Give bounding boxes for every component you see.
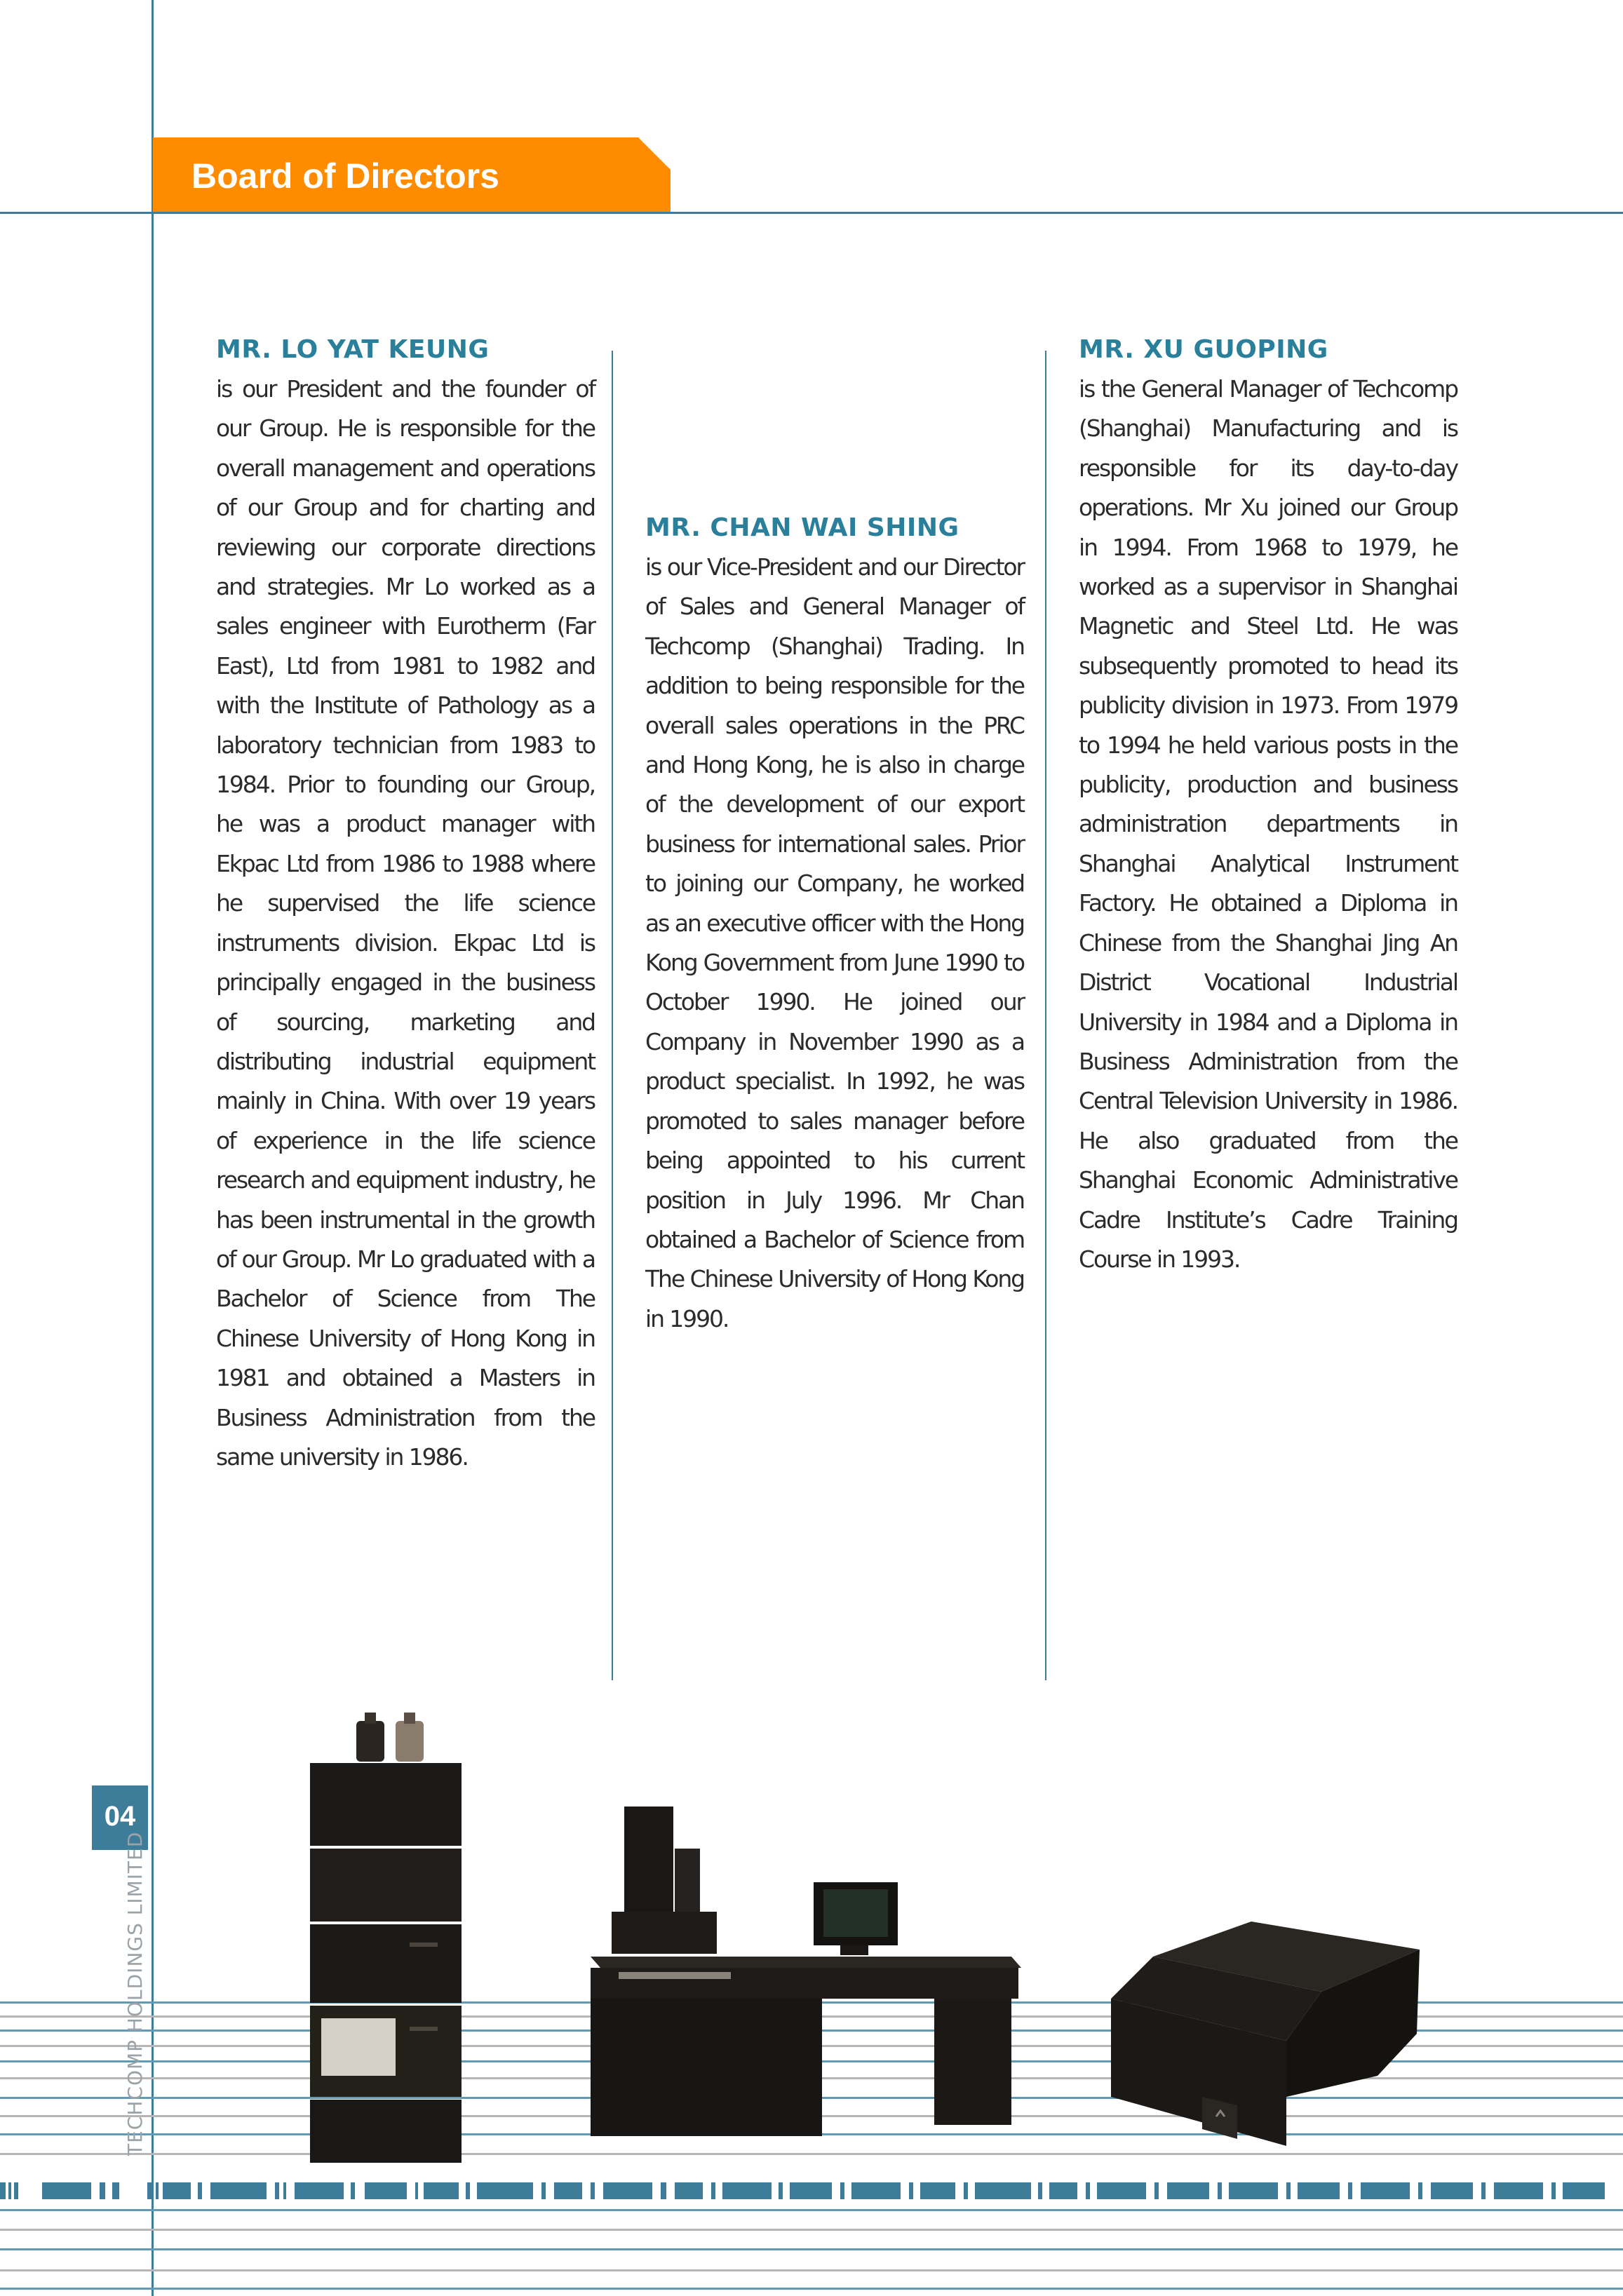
director-bio: is our Vice-President and our Director of Sales and General Manager of Techcomp (Shanghai) Trading. In addition to being responsible for the overall sales operations in the PRC and Hong Kong, he is also in charge of the development of our export business for international sales. Prior to joining our Company, he worked as an executive officer with the Hong Kong Government from June 1990 to October 1990. He joined our Company in November 1990 as a product specialist. In 1992, he was promoted to sales manager before being appointed to his current position in July 1996. Mr Chan obtained a Bachelor of Science from The Chinese University of Hong Kong in 1990. <box>645 553 1024 1332</box>
footer-stripe <box>0 2288 1623 2290</box>
page-number: 04 <box>104 1801 136 1832</box>
barcode-band <box>0 2182 1623 2199</box>
page-title: Board of Directors <box>191 156 499 196</box>
director-lo <box>216 335 595 1477</box>
footer-stripe <box>0 2209 1623 2211</box>
director-name: MR. LO YAT KEUNG <box>216 335 490 364</box>
footer-stripe <box>0 2248 1623 2250</box>
company-name: TECHCOMP HOLDINGS LIMITED <box>123 1831 147 2156</box>
director-bio: is our President and the founder of our Group. He is responsible for the overall management and operations of our Group and for charting and reviewing our corporate directions and strategies. Mr Lo worked as a sales engineer with Eurotherm (Far East), Ltd from 1981 to 1982 and with the Institute of Pathology as a laboratory technician from 1983 to 1984. Prior to founding our Group, he was a product manager with Ekpac Ltd from 1986 to 1988 where he supervised the life science instruments division. Ekpac Ltd is principally engaged in the business of sourcing, marketing and distributing industrial equipment mainly in China. With over 19 years of experience in the life science research and equipment industry, he has been instrumental in the growth of our Group. Mr Lo graduated with a Bachelor of Science from The Chinese University of Hong Kong in 1981 and obtained a Masters in Business Administration from the same university in 1986. <box>216 375 595 1471</box>
hplc-stack-instrument <box>306 1704 467 2167</box>
footer-stripe <box>0 2229 1623 2231</box>
column-divider <box>612 351 613 1680</box>
director-name: MR. CHAN WAI SHING <box>645 513 959 542</box>
header-rule <box>0 212 1623 214</box>
column-divider <box>1045 351 1046 1680</box>
left-margin-rule <box>151 0 154 2296</box>
director-name: MR. XU GUOPING <box>1079 335 1328 364</box>
footer-stripe <box>0 2153 1623 2155</box>
director-bio: is the General Manager of Techcomp (Shanghai) Manufacturing and is responsible for its day-to-day operations. Mr Xu joined our Group in 1994. From 1968 to 1979, he worked as a supervisor in Shanghai Magnetic and Steel Ltd. He was subsequently promoted to head its publicity division in 1973. From 1979 to 1994 he held various posts in the publicity, production and business administration departments in Shanghai Analytical Instrument Factory. He obtained a Diploma in Chinese from the Shanghai Jing An District Vocational Industrial University in 1984 and a Diploma in Business Administration from the Central Television University in 1986. He also graduated from the Shanghai Economic Administrative Cadre Institute’s Cadre Training Course in 1993. <box>1079 375 1457 1273</box>
benchtop-spectrometer <box>1111 1922 1420 2146</box>
director-xu <box>1079 335 1457 1279</box>
electron-microscope-workstation <box>591 1807 1025 2143</box>
footer-stripe <box>0 2269 1623 2271</box>
director-chan <box>645 513 1024 1339</box>
